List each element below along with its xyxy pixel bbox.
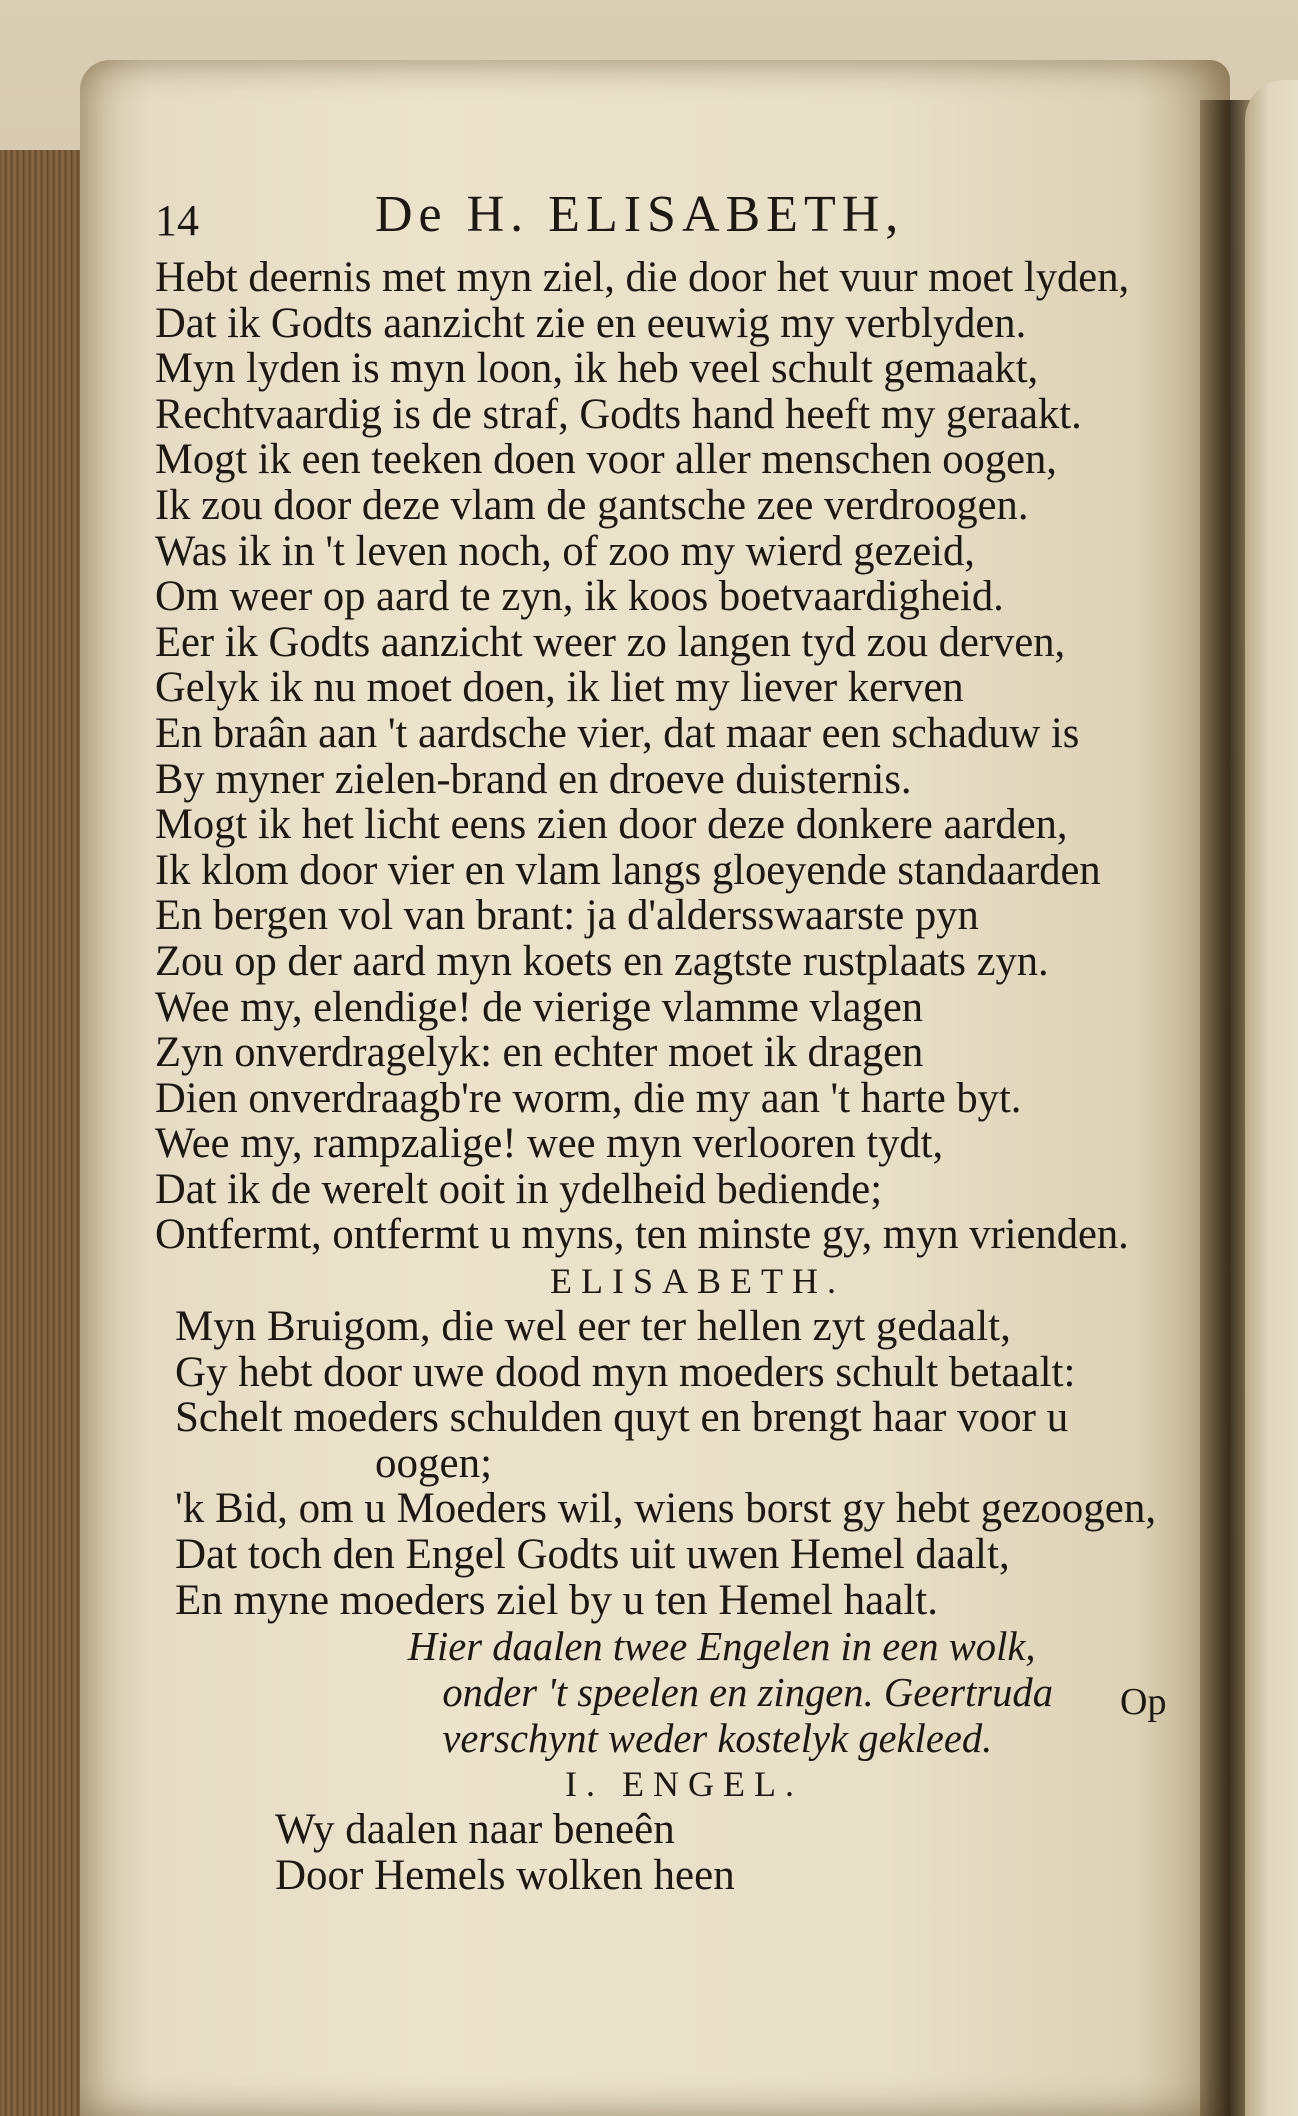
verse-line: Gelyk ik nu moet doen, ik liet my liever kerven	[155, 664, 964, 712]
verse-line: Gy hebt door uwe dood myn moeders schult betaalt:	[175, 1348, 1076, 1396]
page-text	[155, 185, 1195, 1898]
verse-line: Wee my, elendige! de vierige vlamme vlagen	[155, 983, 924, 1031]
verse-line: Rechtvaardig is de straf, Godts hand heeft my geraakt.	[155, 390, 1082, 438]
verse-line: Myn Bruigom, die wel eer ter hellen zyt gedaalt,	[175, 1303, 1011, 1351]
stage-direction-line: onder 't speelen en zingen. Geertruda	[442, 1669, 1053, 1716]
verse-line: Door Hemels wolken heen	[275, 1851, 735, 1899]
verse-line: Wee my, rampzalige! wee myn verlooren tydt,	[155, 1120, 944, 1168]
verse-line: En bergen vol van brant: ja d'aldersswaarste pyn	[155, 892, 979, 940]
stage-direction	[155, 1623, 1195, 1761]
catchword: Op	[1120, 1681, 1167, 1723]
verse-block-3	[155, 1807, 1195, 1898]
verse-block-2	[155, 1304, 1195, 1623]
verse-line: Dat ik Godts aanzicht zie en eeuwig my verblyden.	[155, 299, 1027, 347]
running-head	[155, 185, 1195, 255]
speaker-heading: I. ENGEL.	[565, 1764, 803, 1805]
verse-line: Myn lyden is myn loon, ik heb veel schult gemaakt,	[155, 345, 1039, 393]
verse-line: En myne moeders ziel by u ten Hemel haalt.	[175, 1576, 938, 1624]
stage-direction-line: verschynt weder kostelyk gekleed.	[442, 1715, 993, 1762]
page-number: 14	[155, 196, 199, 245]
verse-line: Dat ik de werelt ooit in ydelheid bediende;	[155, 1165, 883, 1213]
stage-direction-line: Hier daalen twee Engelen in een wolk,	[407, 1623, 1036, 1670]
verse-line: Dien onverdraagb're worm, die my aan 't harte byt.	[155, 1074, 1022, 1122]
verse-line: Wy daalen naar beneên	[275, 1806, 675, 1854]
verse-line: Zou op der aard myn koets en zagtste rustplaats zyn.	[155, 937, 1049, 985]
verse-line: Mogt ik een teeken doen voor aller menschen oogen,	[155, 436, 1057, 484]
speaker-heading: ELISABETH.	[550, 1261, 845, 1302]
verse-line-continuation: oogen;	[375, 1439, 493, 1487]
verse-line: Schelt moeders schulden quyt en brengt haar voor u	[175, 1394, 1069, 1442]
verse-line: Dat toch den Engel Godts uit uwen Hemel daalt,	[175, 1531, 1010, 1579]
verse-block-1	[155, 255, 1195, 1258]
verse-line: Hebt deernis met myn ziel, die door het vuur moet lyden,	[155, 254, 1130, 301]
verse-line: Ontfermt, ontfermt u myns, ten minste gy, myn vrienden.	[155, 1211, 1129, 1259]
verse-line: By myner zielen-brand en droeve duisternis.	[155, 755, 912, 803]
verse-line: Mogt ik het licht eens zien door deze donkere aarden,	[155, 801, 1068, 849]
verse-line: Was ik in 't leven noch, of zoo my wierd gezeid,	[155, 527, 975, 575]
running-title: De H. ELISABETH,	[375, 186, 905, 243]
verse-line: Ik klom door vier en vlam langs gloeyende standaarden	[155, 846, 1101, 894]
verse-line: Om weer op aard te zyn, ik koos boetvaardigheid.	[155, 573, 1004, 621]
verse-line: En braân aan 't aardsche vier, dat maar een schaduw is	[155, 709, 1080, 757]
verse-line: Ik zou door deze vlam de gantsche zee verdroogen.	[155, 481, 1029, 529]
verse-line: Eer ik Godts aanzicht weer zo langen tyd zou derven,	[155, 618, 1066, 666]
verse-line: Zyn onverdragelyk: en echter moet ik dragen	[155, 1029, 924, 1077]
right-page-edge	[1245, 80, 1298, 2116]
book-gutter	[1200, 100, 1250, 2116]
verse-line: 'k Bid, om u Moeders wil, wiens borst gy hebt gezoogen,	[175, 1485, 1157, 1533]
